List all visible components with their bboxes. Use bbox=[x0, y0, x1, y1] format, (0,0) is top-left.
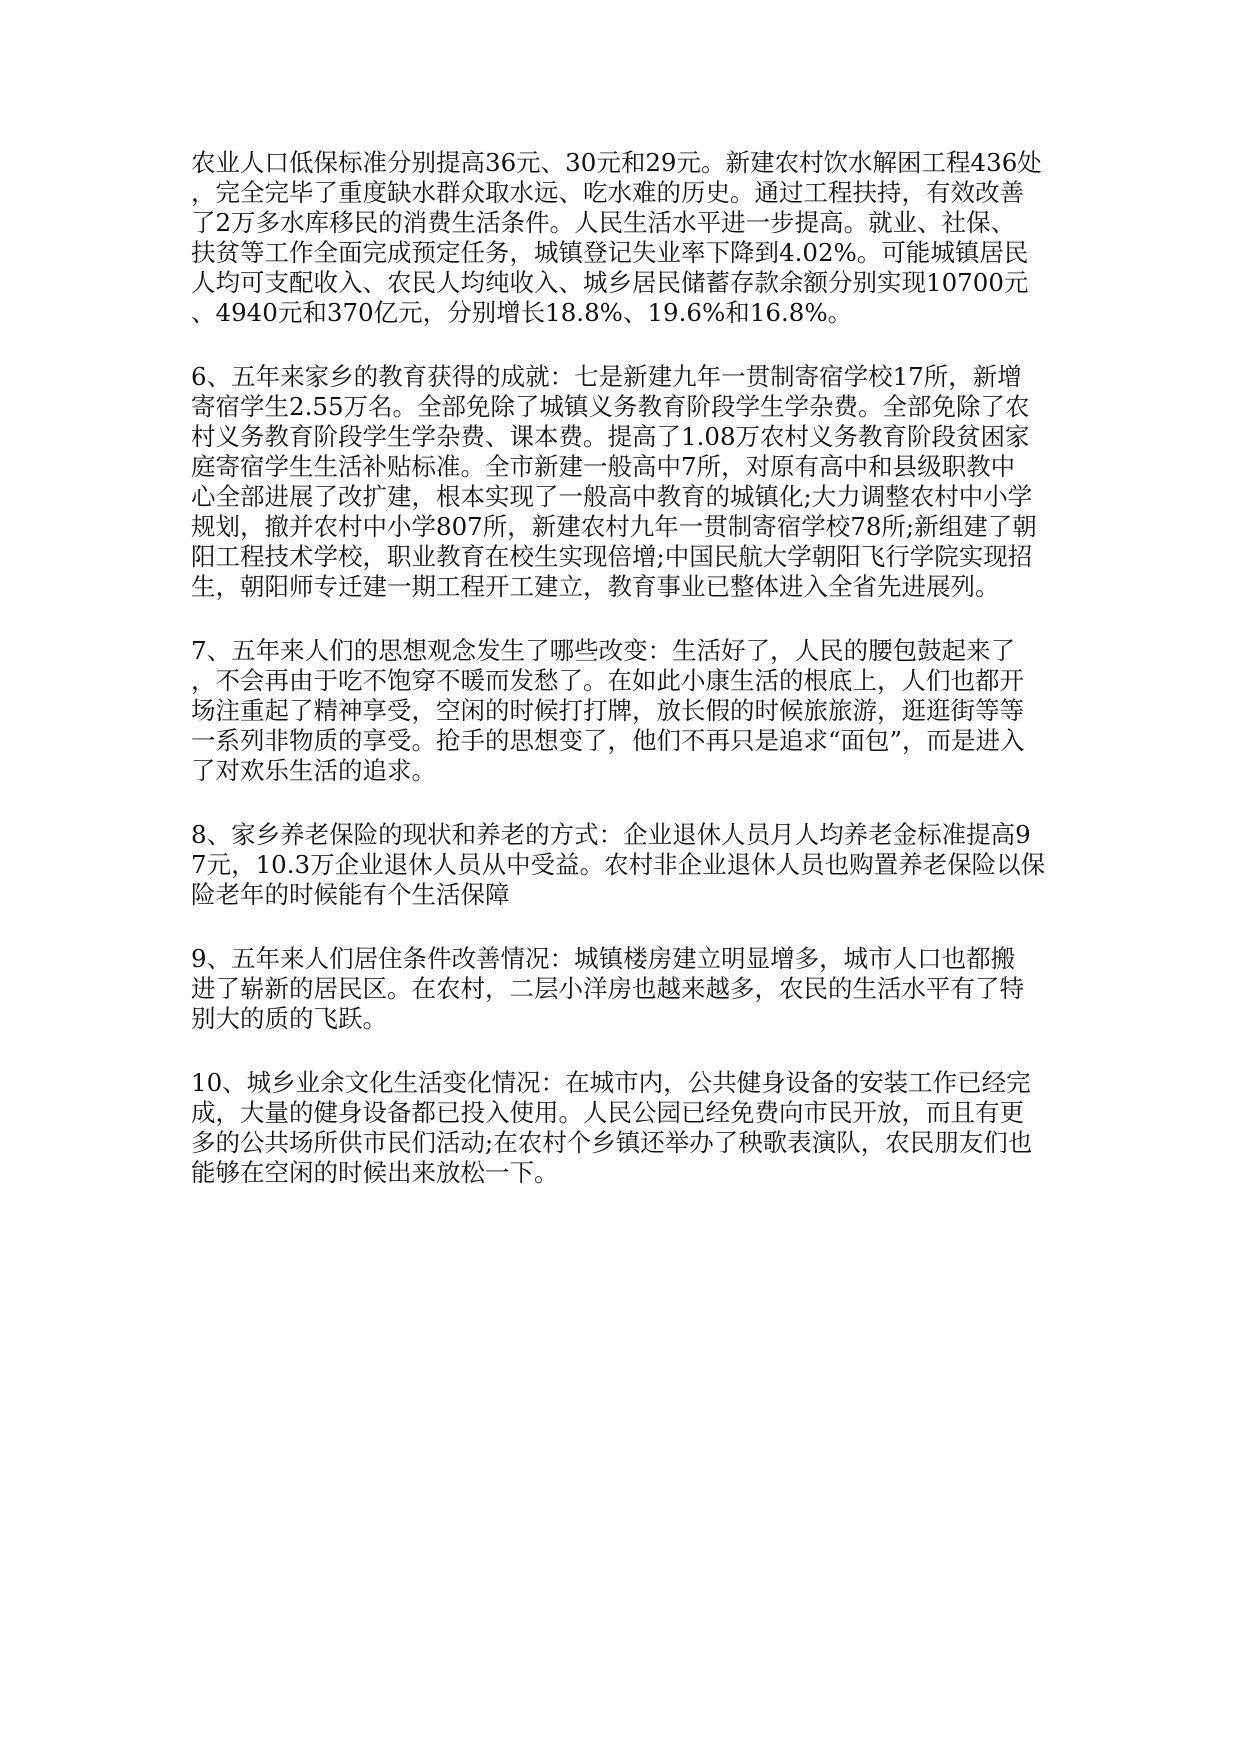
text-line: 了2万多水库移民的消费生活条件。人民生活水平进一步提高。就业、社保、 bbox=[191, 208, 1016, 237]
text-line: 6、五年来家乡的教育获得的成就：七是新建九年一贯制寄宿学校17所，新增 bbox=[191, 362, 1022, 391]
text-line: 场注重起了精神享受，空闲的时候打打牌，放长假的时候旅旅游，逛逛街等等 bbox=[191, 696, 1024, 725]
paragraph-poverty-relief bbox=[191, 148, 1071, 328]
text-line: 一系列非物质的享受。抢手的思想变了，他们不再只是追求“面包”，而是进入 bbox=[191, 726, 1025, 755]
text-line: ，完全完毕了重度缺水群众取水远、吃水难的历史。通过工程扶持，有效改善 bbox=[191, 178, 1024, 207]
text-line: 险老年的时候能有个生活保障 bbox=[191, 880, 510, 909]
text-line: ，不会再由于吃不饱穿不暖而发愁了。在如此小康生活的根底上，人们也都开 bbox=[191, 666, 1024, 695]
text-line: 进了崭新的居民区。在农村，二层小洋房也越来越多，农民的生活水平有了特 bbox=[191, 974, 1024, 1003]
text-line: 寄宿学生2.55万名。全部免除了城镇义务教育阶段学生学杂费。全部免除了农 bbox=[191, 392, 1030, 421]
paragraph-education bbox=[191, 362, 1071, 602]
paragraph-culture bbox=[191, 1068, 1071, 1188]
text-line: 阳工程技术学校，职业教育在校生实现倍增;中国民航大学朝阳飞行学院实现招 bbox=[191, 542, 1033, 571]
text-line: 、4940元和370亿元，分别增长18.8%、19.6%和16.8%。 bbox=[191, 298, 853, 327]
text-line: 了对欢乐生活的追求。 bbox=[191, 756, 436, 785]
text-line: 人均可支配收入、农民人均纯收入、城乡居民储蓄存款余额分别实现10700元 bbox=[191, 268, 1029, 297]
text-line: 生，朝阳师专迁建一期工程开工建立，教育事业已整体进入全省先进展列。 bbox=[191, 572, 1000, 601]
text-line: 农业人口低保标准分别提高36元、30元和29元。新建农村饮水解困工程436处 bbox=[191, 148, 1042, 177]
text-line: 7、五年来人们的思想观念发生了哪些改变：生活好了，人民的腰包鼓起来了 bbox=[191, 636, 1016, 665]
text-line: 心全部进展了改扩建，根本实现了一般高中教育的城镇化;大力调整农村中小学 bbox=[191, 482, 1033, 511]
text-line: 村义务教育阶段学生学杂费、课本费。提高了1.08万农村义务教育阶段贫困家 bbox=[191, 422, 1030, 451]
text-line: 庭寄宿学生生活补贴标准。全市新建一般高中7所，对原有高中和县级职教中 bbox=[191, 452, 1016, 481]
text-line: 7元，10.3万企业退休人员从中受益。农村非企业退休人员也购置养老保险以保 bbox=[191, 850, 1046, 879]
text-line: 别大的质的飞跃。 bbox=[191, 1004, 387, 1033]
document-body bbox=[191, 148, 1071, 1222]
paragraph-housing bbox=[191, 944, 1071, 1034]
text-line: 多的公共场所供市民们活动;在农村个乡镇还举办了秧歌表演队，农民朋友们也 bbox=[191, 1128, 1033, 1157]
paragraph-ideology bbox=[191, 636, 1071, 786]
text-line: 9、五年来人们居住条件改善情况：城镇楼房建立明显增多，城市人口也都搬 bbox=[191, 944, 1016, 973]
text-line: 成，大量的健身设备都已投入使用。人民公园已经免费向市民开放，而且有更 bbox=[191, 1098, 1024, 1127]
text-line: 扶贫等工作全面完成预定任务，城镇登记失业率下降到4.02%。可能城镇居民 bbox=[191, 238, 1029, 267]
text-line: 8、家乡养老保险的现状和养老的方式：企业退休人员月人均养老金标准提高9 bbox=[191, 820, 1031, 849]
text-line: 能够在空闲的时候出来放松一下。 bbox=[191, 1158, 559, 1187]
text-line: 10、城乡业余文化生活变化情况：在城市内，公共健身设备的安装工作已经完 bbox=[191, 1068, 1031, 1097]
paragraph-pension bbox=[191, 820, 1071, 910]
text-line: 规划，撤并农村中小学807所，新建农村九年一贯制寄宿学校78所;新组建了朝 bbox=[191, 512, 1037, 541]
